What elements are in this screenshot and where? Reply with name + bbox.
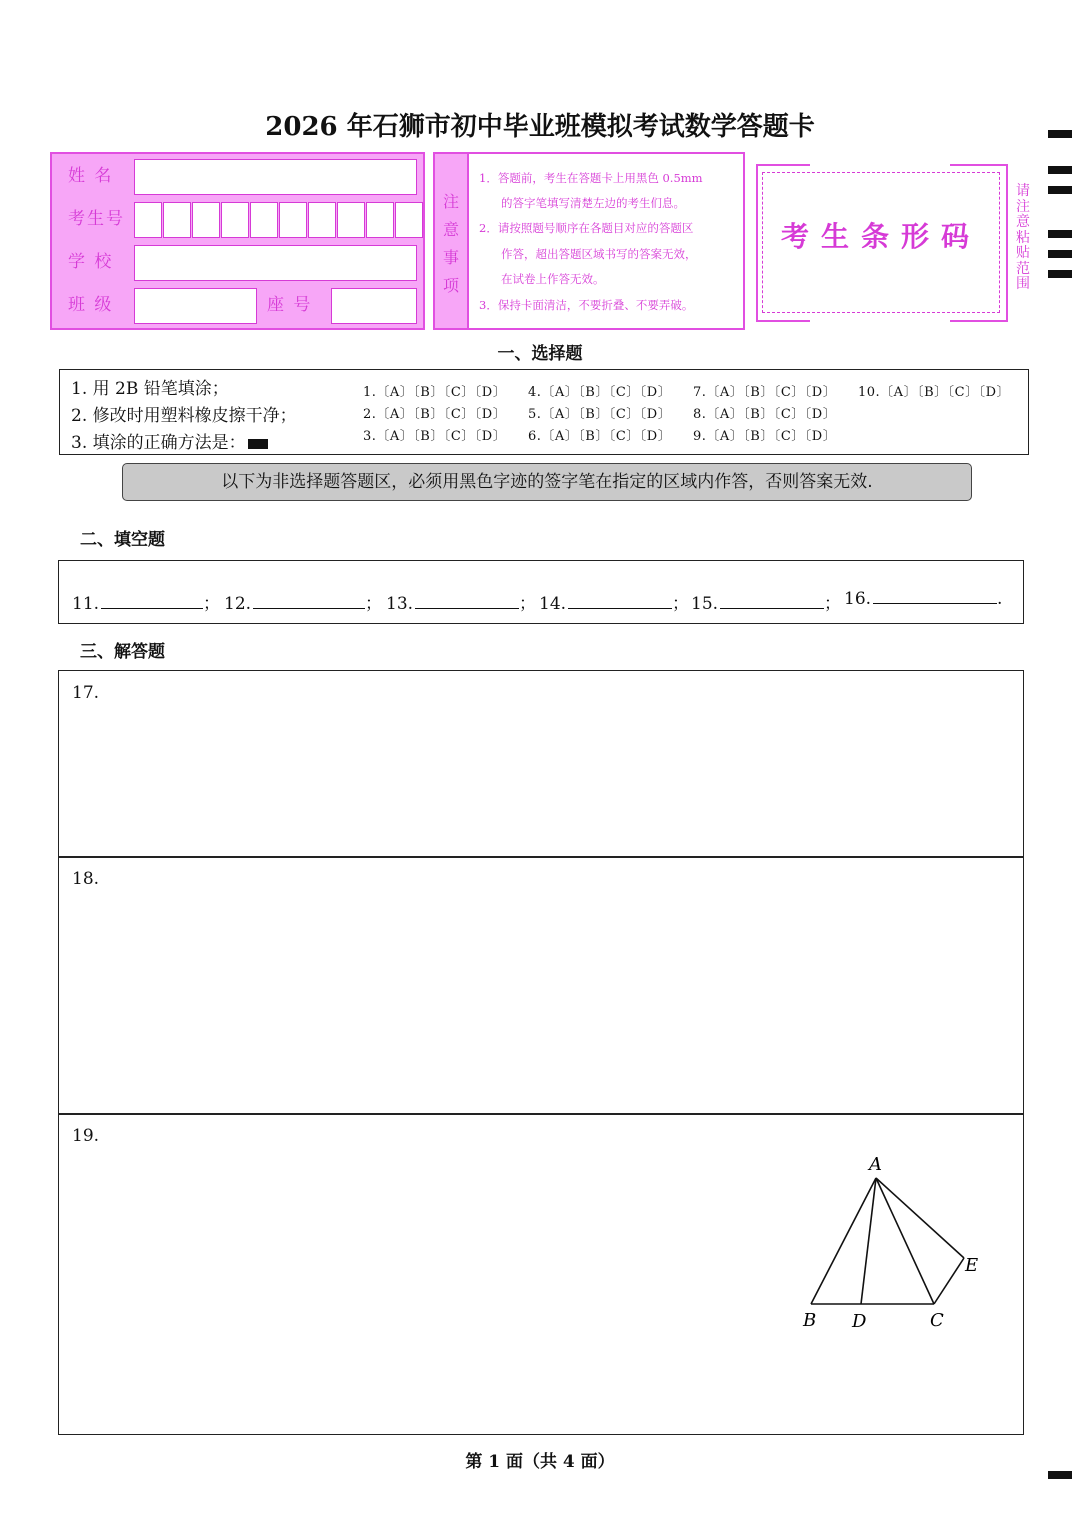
exam-id-digit[interactable] bbox=[279, 202, 307, 238]
barcode-label: 考生条形码 bbox=[780, 220, 981, 253]
separator: ； bbox=[519, 594, 537, 614]
separator: ； bbox=[365, 594, 383, 614]
name-row bbox=[58, 159, 417, 195]
school-row bbox=[58, 245, 417, 281]
notice-line: 作答，超出答题区域书写的答案无效， bbox=[501, 247, 697, 261]
segment-AB bbox=[811, 1178, 876, 1304]
class-row bbox=[58, 288, 417, 324]
choice-q6[interactable]: 6.〔A〕〔B〕〔C〕〔D〕 bbox=[528, 429, 672, 444]
name-label: 姓 名 bbox=[68, 166, 114, 186]
timing-mark bbox=[1048, 1471, 1072, 1479]
question-number: 18. bbox=[72, 869, 100, 889]
choice-q10[interactable]: 10.〔A〕〔B〕〔C〕〔D〕 bbox=[858, 385, 1010, 400]
blank-number: 14. bbox=[539, 594, 567, 614]
class-label: 班 级 bbox=[68, 295, 114, 315]
blank-number: 16. bbox=[844, 589, 872, 609]
notice-line: 2．请按照题号顺序在各题目对应的答题区 bbox=[479, 221, 694, 235]
notice-box bbox=[433, 152, 745, 330]
end-mark: . bbox=[997, 589, 1003, 609]
seat-field[interactable] bbox=[331, 288, 417, 324]
choice-q9[interactable]: 9.〔A〕〔B〕〔C〕〔D〕 bbox=[693, 429, 837, 444]
side-note-char: 范 bbox=[1016, 260, 1030, 277]
answer-box-17[interactable] bbox=[58, 670, 1024, 858]
timing-mark bbox=[1048, 250, 1072, 258]
seat-label: 座 号 bbox=[267, 295, 313, 315]
blank-number: 12. bbox=[224, 594, 252, 614]
multiple-choice-box bbox=[59, 369, 1029, 455]
timing-mark bbox=[1048, 186, 1072, 194]
blank-14[interactable] bbox=[539, 589, 689, 614]
section-1-heading: 一、选择题 bbox=[497, 344, 583, 364]
exam-id-digit[interactable] bbox=[308, 202, 336, 238]
exam-id-row bbox=[58, 202, 417, 238]
exam-id-digit[interactable] bbox=[221, 202, 249, 238]
notice-line: 1．答题前，考生在答题卡上用黑色 0.5mm bbox=[479, 171, 703, 185]
school-label: 学 校 bbox=[68, 252, 114, 272]
exam-id-label: 考生号 bbox=[68, 209, 125, 229]
timing-mark bbox=[1048, 166, 1072, 174]
side-note-char: 意 bbox=[1016, 214, 1030, 230]
fill-in-blank-box bbox=[58, 560, 1024, 624]
page-footer: 第 1 面（共 4 面） bbox=[465, 1452, 615, 1472]
student-info-box bbox=[50, 152, 425, 330]
choice-q7[interactable]: 7.〔A〕〔B〕〔C〕〔D〕 bbox=[693, 385, 837, 400]
segment-AC bbox=[876, 1178, 934, 1304]
blank-11[interactable] bbox=[72, 589, 220, 614]
section-2-heading: 二、填空题 bbox=[80, 530, 165, 550]
notice-heading-char: 项 bbox=[442, 276, 459, 295]
school-field[interactable] bbox=[134, 245, 417, 281]
blank-number: 13. bbox=[386, 594, 414, 614]
exam-id-digit[interactable] bbox=[192, 202, 220, 238]
notice-line: 在试卷上作答无效。 bbox=[501, 272, 605, 286]
choice-q4[interactable]: 4.〔A〕〔B〕〔C〕〔D〕 bbox=[528, 385, 672, 400]
blank-16[interactable] bbox=[844, 589, 1002, 609]
side-note-char: 贴 bbox=[1016, 245, 1030, 261]
blank-number: 15. bbox=[691, 594, 719, 614]
side-note-char: 注 bbox=[1016, 198, 1030, 215]
section-3-heading: 三、解答题 bbox=[80, 642, 165, 662]
segment-AE bbox=[876, 1178, 964, 1258]
side-note-char: 粘 bbox=[1016, 229, 1030, 246]
name-field[interactable] bbox=[134, 159, 417, 195]
notice-heading bbox=[435, 154, 469, 328]
separator: ； bbox=[203, 594, 221, 614]
instruction-line: 2. 修改时用塑料橡皮擦干净； bbox=[71, 406, 297, 426]
question-number: 17. bbox=[72, 683, 100, 703]
exam-id-digit[interactable] bbox=[337, 202, 365, 238]
label-E: E bbox=[965, 1255, 979, 1276]
exam-id-digit[interactable] bbox=[250, 202, 278, 238]
side-note-char: 围 bbox=[1016, 276, 1030, 292]
notice-heading-char: 注 bbox=[442, 192, 459, 211]
non-choice-notice-banner: 以下为非选择题答题区，必须用黑色字迹的签字笔在指定的区域内作答，否则答案无效. bbox=[122, 463, 972, 501]
exam-id-digit[interactable] bbox=[395, 202, 423, 238]
label-B: B bbox=[803, 1310, 817, 1331]
notice-heading-char: 意 bbox=[442, 220, 459, 239]
side-note-char: 请 bbox=[1016, 183, 1030, 199]
choice-q1[interactable]: 1.〔A〕〔B〕〔C〕〔D〕 bbox=[363, 385, 507, 400]
segment-AD bbox=[861, 1178, 876, 1304]
notice-line: 3．保持卡面清洁，不要折叠、不要弄破。 bbox=[479, 298, 694, 312]
timing-mark bbox=[1048, 270, 1072, 278]
choice-q5[interactable]: 5.〔A〕〔B〕〔C〕〔D〕 bbox=[528, 407, 672, 422]
barcode-side-note bbox=[1014, 184, 1032, 293]
class-field[interactable] bbox=[134, 288, 257, 324]
blank-13[interactable] bbox=[386, 589, 536, 614]
segment-CE bbox=[934, 1258, 964, 1304]
timing-mark bbox=[1048, 230, 1072, 238]
page-title: 2026 年石狮市初中毕业班模拟考试数学答题卡 bbox=[265, 112, 815, 142]
choice-q8[interactable]: 8.〔A〕〔B〕〔C〕〔D〕 bbox=[693, 407, 837, 422]
blank-12[interactable] bbox=[224, 589, 382, 614]
separator: ； bbox=[672, 594, 690, 614]
answer-box-18[interactable] bbox=[58, 856, 1024, 1115]
choice-q2[interactable]: 2.〔A〕〔B〕〔C〕〔D〕 bbox=[363, 407, 507, 422]
separator: ； bbox=[824, 594, 842, 614]
question-number: 19. bbox=[72, 1126, 100, 1146]
exam-id-digit[interactable] bbox=[163, 202, 191, 238]
instruction-line: 1. 用 2B 铅笔填涂； bbox=[71, 379, 229, 399]
notice-heading-char: 事 bbox=[442, 248, 459, 267]
instruction-line bbox=[71, 428, 268, 453]
answer-box-19[interactable] bbox=[58, 1113, 1024, 1435]
blank-15[interactable] bbox=[691, 589, 841, 614]
label-C: C bbox=[930, 1310, 944, 1331]
notice-line: 的答字笔填写清楚左边的考生们息。 bbox=[501, 196, 685, 210]
filled-mark-example bbox=[248, 439, 268, 449]
instruction-text: 3. 填涂的正确方法是： bbox=[71, 433, 246, 453]
exam-id-digit[interactable] bbox=[134, 202, 162, 238]
label-A: A bbox=[869, 1154, 882, 1175]
triangle-figure bbox=[789, 1154, 989, 1344]
blank-number: 11. bbox=[72, 594, 100, 614]
label-D: D bbox=[852, 1311, 867, 1332]
choice-q3[interactable]: 3.〔A〕〔B〕〔C〕〔D〕 bbox=[363, 429, 507, 444]
exam-id-digit[interactable] bbox=[366, 202, 394, 238]
